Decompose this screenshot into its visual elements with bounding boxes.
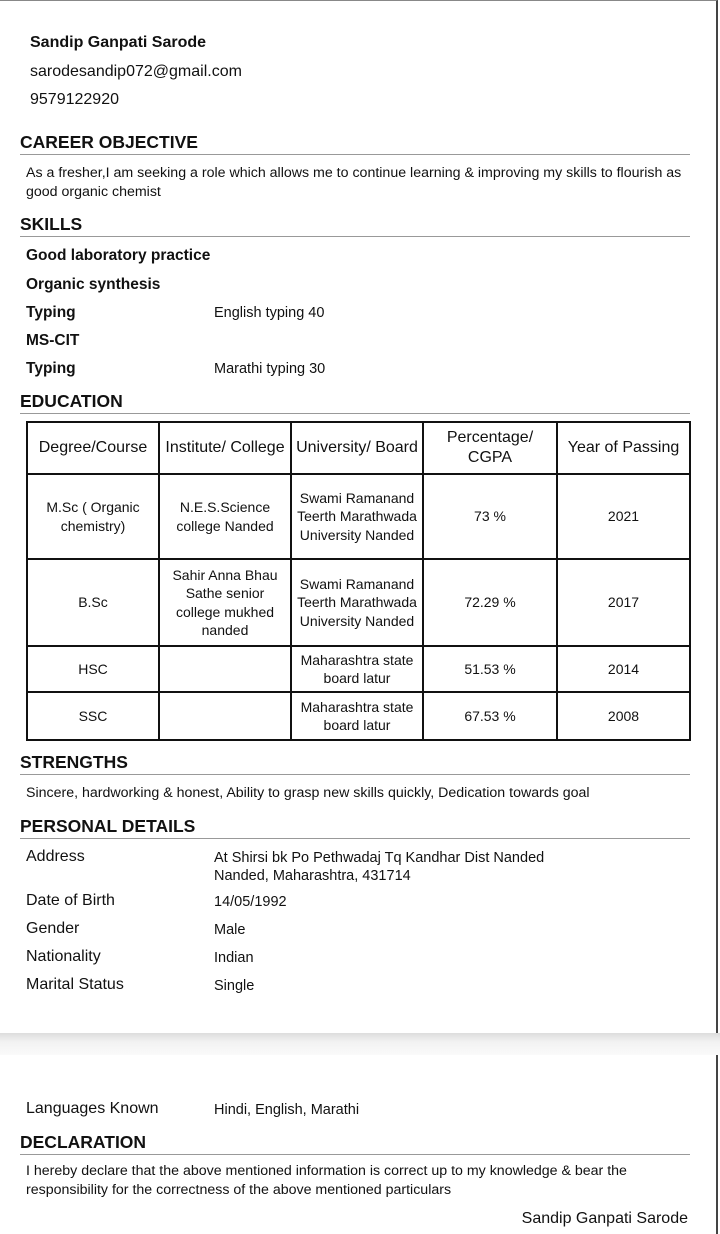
- address-line-2: Nanded, Maharashtra, 431714: [214, 868, 411, 884]
- table-cell: B.Sc: [27, 559, 159, 646]
- skill-value: English typing 40: [214, 305, 325, 321]
- dob-value: 14/05/1992: [214, 894, 287, 910]
- table-cell: Sahir Anna Bhau Sathe senior college mukhed nanded: [159, 559, 291, 646]
- marital-status-value: Single: [214, 978, 255, 994]
- table-row: [27, 646, 690, 692]
- section-education-title: EDUCATION: [20, 391, 690, 414]
- nationality-label: Nationality: [26, 948, 101, 965]
- resume-page-2: [0, 1055, 718, 1234]
- table-cell: 2017: [557, 559, 690, 646]
- signature-name: Sandip Ganpati Sarode: [521, 1210, 688, 1227]
- candidate-name: Sandip Ganpati Sarode: [30, 34, 207, 51]
- skill-value: Marathi typing 30: [214, 361, 326, 377]
- career-objective-text: As a fresher,I am seeking a role which allows me to continue learning & improving my skills to flourish as good organic chemist: [26, 165, 682, 200]
- gender-label: Gender: [26, 920, 80, 937]
- table-cell: Swami Ramanand Teerth Marathwada University Nanded: [291, 559, 423, 646]
- section-skills-title: SKILLS: [20, 214, 690, 237]
- table-cell: SSC: [27, 692, 159, 740]
- table-cell: 72.29 %: [423, 559, 557, 646]
- skill-name: Typing: [26, 360, 76, 377]
- table-cell: 2014: [557, 646, 690, 692]
- page-break: [0, 1033, 720, 1055]
- languages-label: Languages Known: [26, 1100, 159, 1117]
- table-cell: Maharashtra state board latur: [291, 646, 423, 692]
- table-cell: 73 %: [423, 474, 557, 559]
- table-cell: M.Sc ( Organic chemistry): [27, 474, 159, 559]
- education-header-cell: University/ Board: [291, 422, 423, 474]
- table-row: [27, 692, 690, 740]
- table-cell: 2008: [557, 692, 690, 740]
- skill-name: MS-CIT: [26, 332, 80, 349]
- table-cell: 2021: [557, 474, 690, 559]
- table-cell: [159, 692, 291, 740]
- education-header-cell: Institute/ College: [159, 422, 291, 474]
- table-cell: HSC: [27, 646, 159, 692]
- skill-name: Typing: [26, 304, 76, 321]
- nationality-value: Indian: [214, 950, 254, 966]
- table-cell: [159, 646, 291, 692]
- languages-value: Hindi, English, Marathi: [214, 1102, 360, 1118]
- education-header-cell: Degree/Course: [27, 422, 159, 474]
- skill-name: Organic synthesis: [26, 276, 161, 293]
- education-header-row: [27, 422, 690, 474]
- table-row: [27, 559, 690, 646]
- skill-name: Good laboratory practice: [26, 247, 211, 264]
- education-table: [26, 421, 691, 741]
- marital-status-label: Marital Status: [26, 976, 124, 993]
- declaration-text: I hereby declare that the above mentioned information is correct up to my knowledge & bear the responsibility for the correctness of the above mentioned particulars: [26, 1163, 627, 1198]
- education-header-cell: Percentage/ CGPA: [423, 422, 557, 474]
- section-strengths-title: STRENGTHS: [20, 752, 690, 775]
- address-label: Address: [26, 848, 85, 865]
- table-cell: 67.53 %: [423, 692, 557, 740]
- section-declaration-title: DECLARATION: [20, 1132, 690, 1155]
- table-cell: 51.53 %: [423, 646, 557, 692]
- section-personal-details-title: PERSONAL DETAILS: [20, 816, 690, 839]
- section-career-objective-title: CAREER OBJECTIVE: [20, 132, 690, 155]
- gender-value: Male: [214, 922, 246, 938]
- strengths-text: Sincere, hardworking & honest, Ability to grasp new skills quickly, Dedication towards goal: [26, 785, 590, 801]
- table-cell: Maharashtra state board latur: [291, 692, 423, 740]
- education-header-cell: Year of Passing: [557, 422, 690, 474]
- candidate-phone: 9579122920: [30, 91, 119, 108]
- table-cell: N.E.S.Science college Nanded: [159, 474, 291, 559]
- candidate-email: sarodesandip072@gmail.com: [30, 63, 242, 80]
- table-row: [27, 474, 690, 559]
- address-line-1: At Shirsi bk Po Pethwadaj Tq Kandhar Dist Nanded: [214, 850, 545, 866]
- table-cell: Swami Ramanand Teerth Marathwada University Nanded: [291, 474, 423, 559]
- dob-label: Date of Birth: [26, 892, 115, 909]
